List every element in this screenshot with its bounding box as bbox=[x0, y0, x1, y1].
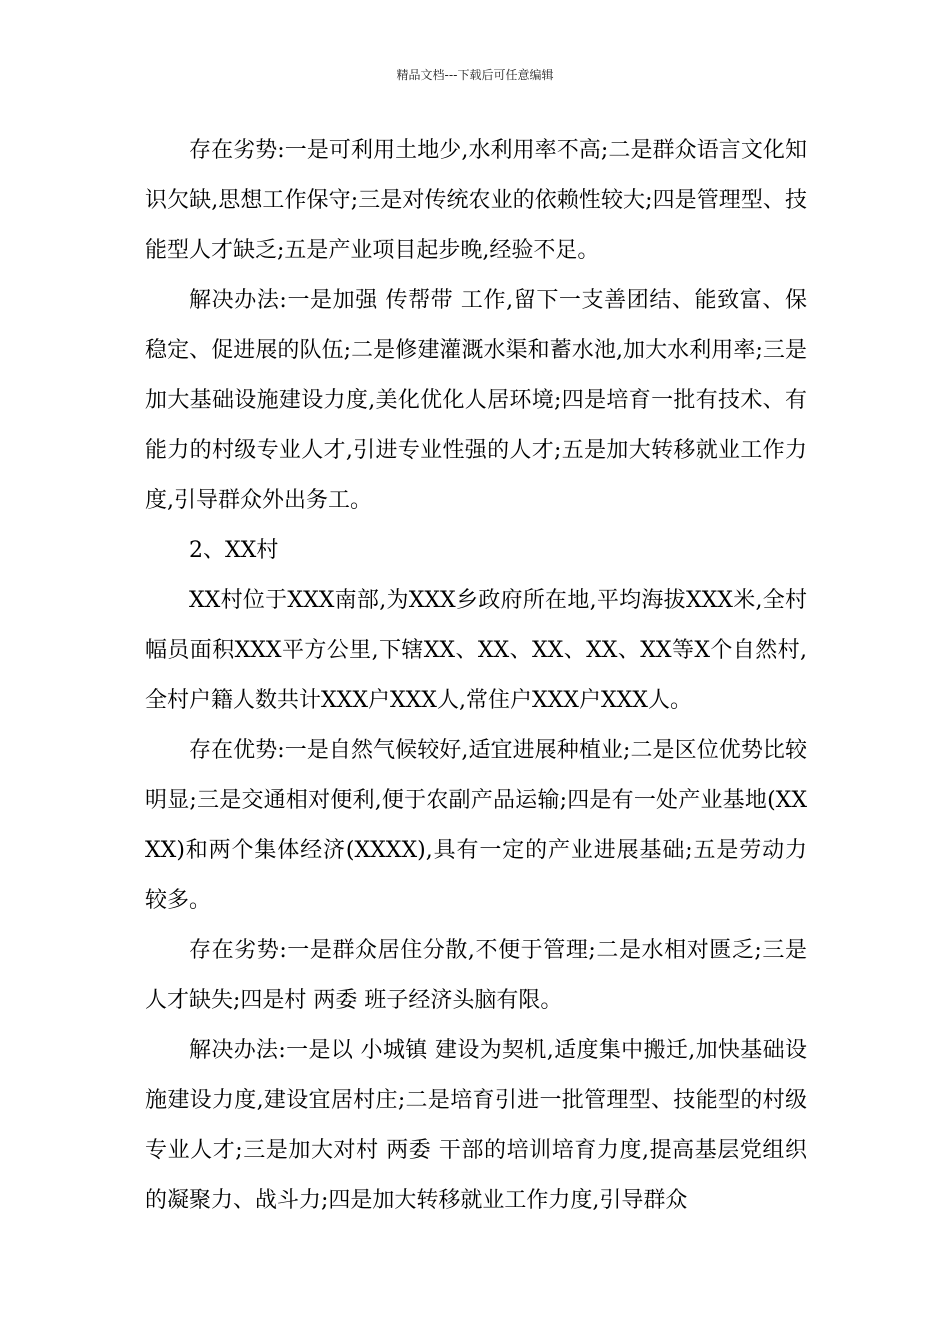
paragraph-village-overview: XX村位于XXX南部,为XXX乡政府所在地,平均海拔XXX米,全村幅员面积XXX平方公里,下辖XX、XX、XX、XX、XX等X个自然村,全村户籍人数共计XXX户XXX人,常住户XXX户XXX人。 bbox=[145, 588, 807, 713]
page-header: 精品文档---下载后可任意编辑 bbox=[396, 68, 554, 82]
paragraph-weaknesses-2: 存在劣势:一是群众居住分散,不便于管理;二是水相对匮乏;三是人才缺失;四是村 两委 班子经济头脑有限。 bbox=[145, 938, 807, 1013]
paragraph-strengths: 存在优势:一是自然气候较好,适宜进展种植业;二是区位优势比较明显;三是交通相对便利,便于农副产品运输;四是有一处产业基地(XXXX)和两个集体经济(XXXX),具有一定的产业进展基础;五是劳动力较多。 bbox=[145, 738, 807, 913]
document-body bbox=[145, 126, 807, 1226]
paragraph-solutions-1: 解决办法:一是加强 传帮带 工作,留下一支善团结、能致富、保稳定、促进展的队伍;二是修建灌溉水渠和蓄水池,加大水利用率;三是加大基础设施建设力度,美化优化人居环境;四是培育一批有技术、有能力的村级专业人才,引进专业性强的人才;五是加大转移就业工作力度,引导群众外出务工。 bbox=[145, 288, 807, 513]
section-heading-village: 2、XX村 bbox=[189, 538, 279, 563]
paragraph-solutions-2: 解决办法:一是以 小城镇 建设为契机,适度集中搬迁,加快基础设施建设力度,建设宜居村庄;二是培育引进一批管理型、技能型的村级专业人才;三是加大对村 两委 干部的培训培育力度,提高基层党组织的凝聚力、战斗力;四是加大转移就业工作力度,引导群众 bbox=[145, 1038, 807, 1213]
paragraph-weaknesses-1: 存在劣势:一是可利用土地少,水利用率不高;二是群众语言文化知识欠缺,思想工作保守;三是对传统农业的依赖性较大;四是管理型、技能型人才缺乏;五是产业项目起步晚,经验不足。 bbox=[145, 138, 807, 263]
